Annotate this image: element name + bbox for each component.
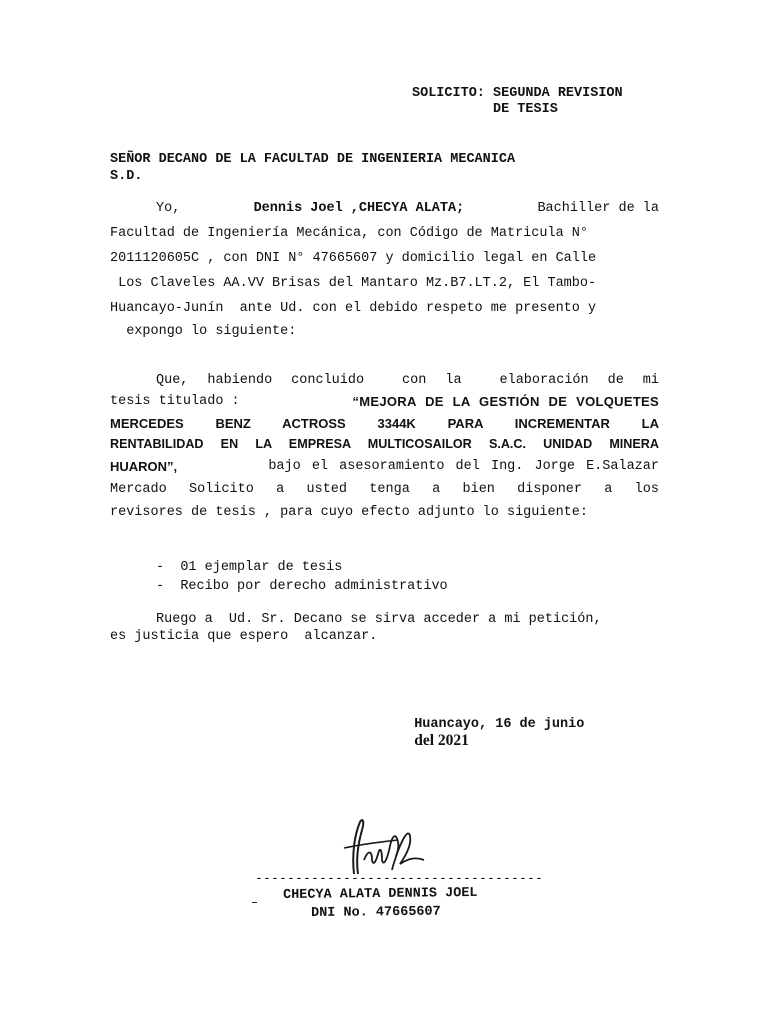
intro-line-2: Facultad de Ingeniería Mecánica, con Código de Matricula N° [110,226,588,241]
body-line-5-plain: bajo el asesoramiento del Ing. Jorge E.Salazar [268,459,659,474]
intro-yo: Yo, [156,201,181,216]
list-item [156,560,342,575]
list-dash: - [156,579,181,594]
body-line-2 [110,394,659,409]
thesis-title-part-3: RENTABILIDAD EN LA EMPRESA MULTICOSAILOR S.A.C. UNIDAD MINERA [110,437,659,451]
thesis-title-part-1: “MEJORA DE LA GESTIÓN DE VOLQUETES [352,394,659,409]
date-line [398,702,584,750]
date-year: del 2021 [414,732,469,749]
signer-dni: DNI No. 47665607 [311,904,441,921]
body-line-1: Que, habiendo concluido con la elaboración de mi [156,373,659,388]
signature-dashes: ------------------------------------ [255,871,544,886]
signature-stray-mark [252,902,257,903]
list-item [156,579,448,594]
subject-line-1: SOLICITO: SEGUNDA REVISION [412,86,623,101]
list-item-text: 01 ejemplar de tesis [180,560,343,575]
body-line-5 [110,459,659,474]
signer-name: CHECYA ALATA DENNIS JOEL [283,885,478,903]
date-place-day: Huancayo, 16 de junio [414,717,585,732]
list-item-text: Recibo por derecho administrativo [180,579,448,594]
thesis-title-part-2: MERCEDES BENZ ACTROSS 3344K PARA INCREMENTAR LA [110,416,659,431]
body-line-6: Mercado Solicito a usted tenga a bien disponer a los [110,482,659,497]
intro-line-3: 2011120605C , con DNI N° 47665607 y domicilio legal en Calle [110,251,597,266]
addressee-line-1: SEÑOR DECANO DE LA FACULTAD DE INGENIERIA MECANICA [110,152,516,167]
intro-line-1 [156,201,659,216]
intro-line-5: Huancayo-Junín ante Ud. con el debido respeto me presento y [110,301,597,316]
intro-line-6: expongo lo siguiente: [110,324,297,339]
closing-line-1: Ruego a Ud. Sr. Decano se sirva acceder a mi petición, [156,612,602,627]
intro-line-4: Los Claveles AA.VV Brisas del Mantaro Mz.B7.LT.2, El Tambo- [110,276,597,291]
subject-line-2: DE TESIS [493,102,558,117]
applicant-name: Dennis Joel ,CHECYA ALATA; [253,201,465,216]
body-line-2-plain: tesis titulado : [110,394,240,409]
closing-line-2: es justicia que espero alcanzar. [110,629,378,644]
thesis-title-part-4: HUARON”, [110,459,178,474]
body-line-7: revisores de tesis , para cuyo efecto adjunto lo siguiente: [110,505,588,520]
addressee-line-2: S.D. [110,169,143,184]
intro-rest: Bachiller de la [537,201,659,216]
list-dash: - [156,560,181,575]
